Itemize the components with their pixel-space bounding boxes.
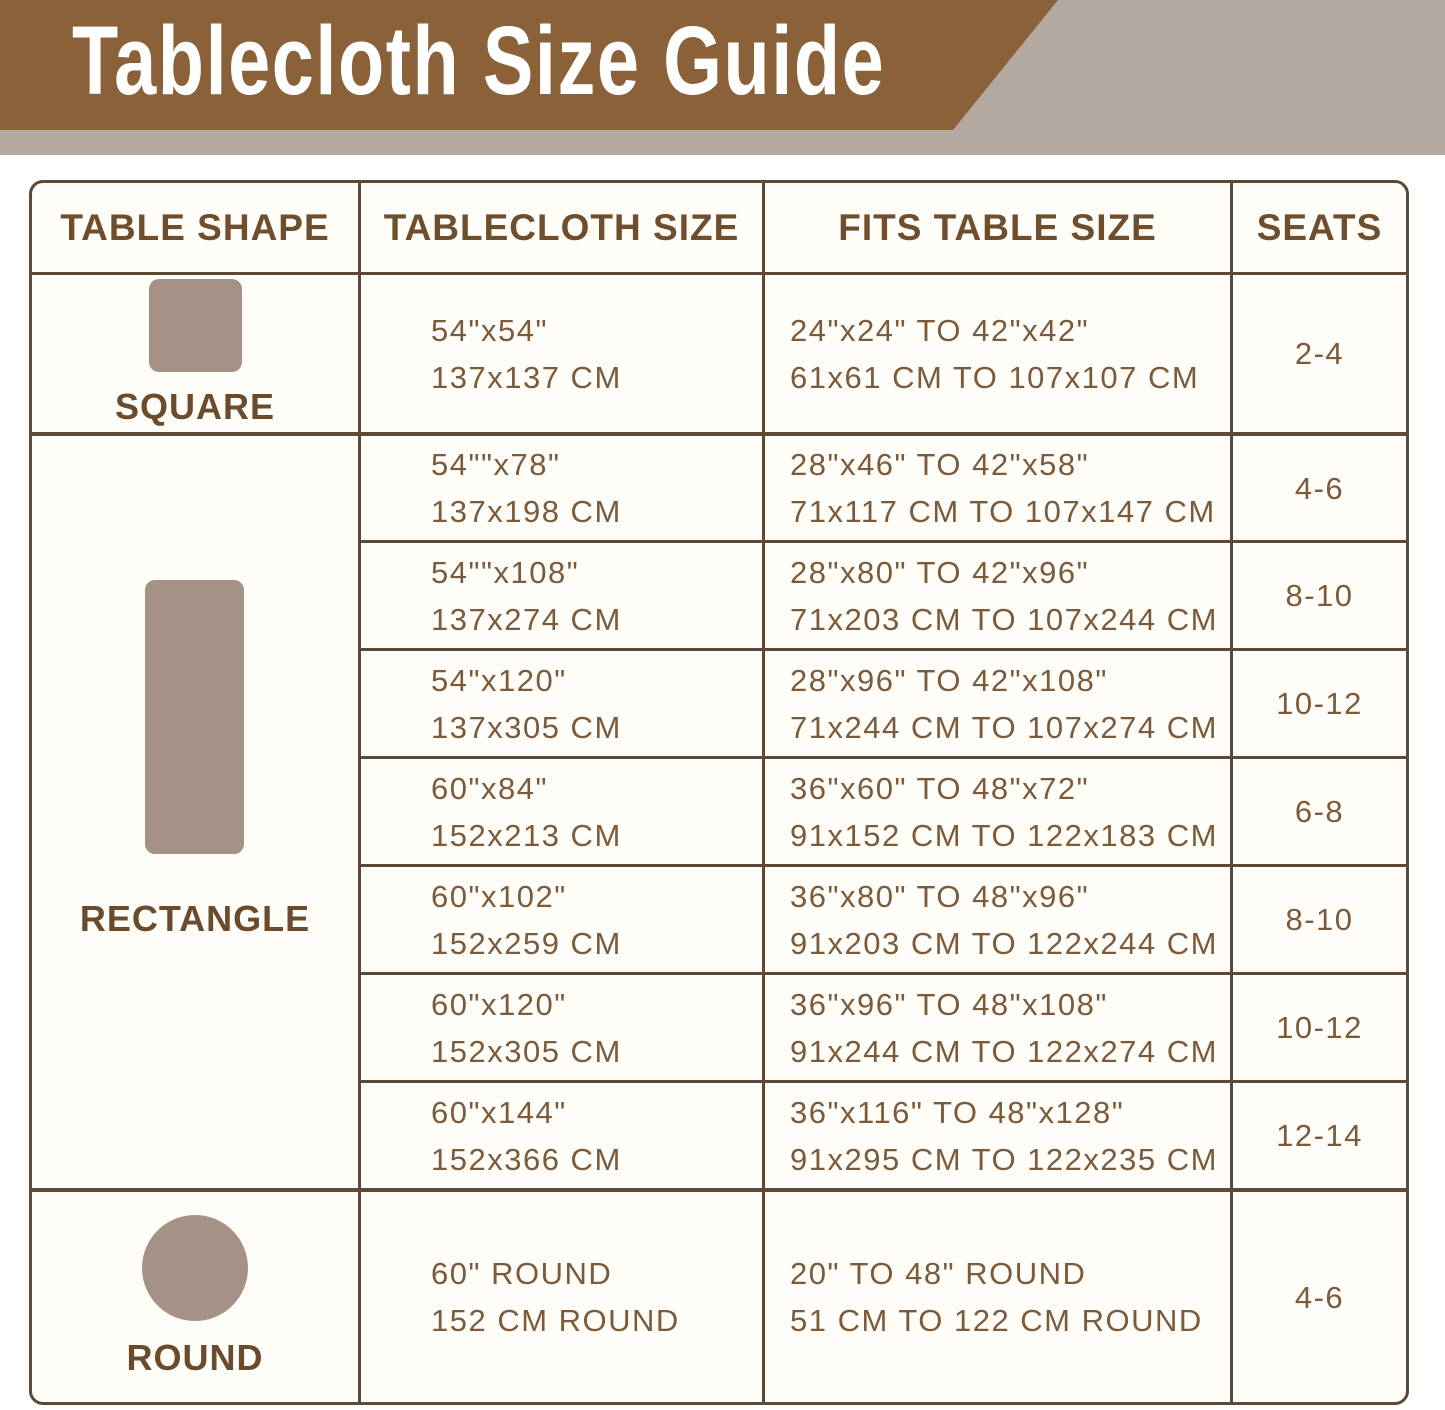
table-cell-fits	[762, 432, 1230, 540]
fits-cm: 61x61 CM TO 107x107 CM	[790, 359, 1200, 395]
size-cm: 137x137 CM	[431, 359, 622, 395]
table-cell-seats	[1230, 540, 1406, 648]
size-guide-table	[29, 180, 1409, 1405]
table-cell-size	[358, 272, 762, 432]
table-cell-size	[358, 864, 762, 972]
column-header-table-shape: TABLE SHAPE	[60, 206, 330, 248]
table-cell-fits	[762, 648, 1230, 756]
table-cell-fits	[762, 1080, 1230, 1188]
circle-shape-icon	[142, 1215, 248, 1321]
size-inches: 60"x120"	[431, 986, 567, 1022]
fits-cm: 91x295 CM TO 122x235 CM	[790, 1141, 1218, 1177]
fits-cm: 71x203 CM TO 107x244 CM	[790, 601, 1218, 637]
table-cell-size	[358, 972, 762, 1080]
fits-inches: 20" TO 48" ROUND	[790, 1256, 1087, 1291]
table-cell-size	[358, 648, 762, 756]
seats-value: 10-12	[1276, 686, 1363, 721]
column-header-tablecloth-size: TABLECLOTH SIZE	[358, 183, 762, 272]
seats-value: 8-10	[1285, 578, 1354, 613]
size-inches: 54""x108"	[431, 554, 580, 590]
size-cm: 137x198 CM	[431, 494, 622, 529]
size-cm: 137x305 CM	[431, 709, 622, 745]
shape-label-round: ROUND	[126, 1337, 264, 1378]
size-inches: 54"x54"	[431, 312, 548, 348]
fits-inches: 28"x96" TO 42"x108"	[790, 662, 1108, 698]
table-cell-size	[358, 1080, 762, 1188]
fits-cm: 91x203 CM TO 122x244 CM	[790, 925, 1218, 961]
size-inches: 60" ROUND	[431, 1256, 613, 1291]
table-cell-size	[358, 1188, 762, 1402]
size-inches: 60"x84"	[431, 770, 548, 806]
table-cell-seats	[1230, 972, 1406, 1080]
column-header-seats: SEATS	[1230, 183, 1406, 272]
table-cell-seats	[1230, 432, 1406, 540]
seats-value: 10-12	[1276, 1010, 1363, 1045]
size-inches: 60"x102"	[431, 878, 567, 914]
square-shape-icon	[149, 279, 242, 372]
table-cell-seats	[1230, 756, 1406, 864]
table-cell-size	[358, 756, 762, 864]
seats-value: 8-10	[1285, 902, 1354, 937]
table-cell-size	[358, 432, 762, 540]
table-cell-fits	[762, 972, 1230, 1080]
fits-inches: 36"x116" TO 48"x128"	[790, 1094, 1125, 1130]
fits-inches: 28"x46" TO 42"x58"	[790, 447, 1090, 482]
seats-value: 12-14	[1276, 1118, 1363, 1153]
seats-value: 4-6	[1294, 1279, 1345, 1315]
column-header-fits-table-size: FITS TABLE SIZE	[762, 183, 1230, 272]
fits-cm: 51 CM TO 122 CM ROUND	[790, 1303, 1203, 1338]
seats-value: 2-4	[1294, 336, 1345, 371]
rectangle-shape-group	[80, 580, 310, 940]
size-cm: 152x305 CM	[431, 1033, 622, 1069]
fits-inches: 36"x80" TO 48"x96"	[790, 878, 1090, 914]
fits-cm: 71x244 CM TO 107x274 CM	[790, 709, 1218, 745]
fits-inches: 28"x80" TO 42"x96"	[790, 554, 1090, 590]
fits-inches: 24"x24" TO 42"x42"	[790, 312, 1090, 348]
table-cell-seats	[1230, 648, 1406, 756]
size-cm: 152x213 CM	[431, 817, 622, 853]
size-inches: 54"x120"	[431, 662, 567, 698]
size-cm: 152 CM ROUND	[431, 1303, 680, 1338]
size-cm: 152x259 CM	[431, 925, 622, 961]
size-inches: 60"x144"	[431, 1094, 567, 1130]
table-cell-size	[358, 540, 762, 648]
page-title: Tablecloth Size Guide	[72, 6, 886, 115]
fits-cm: 91x244 CM TO 122x274 CM	[790, 1033, 1218, 1069]
shape-label-square: SQUARE	[114, 386, 276, 427]
table-cell-fits	[762, 756, 1230, 864]
seats-value: 4-6	[1294, 470, 1345, 506]
shape-cell-rectangle	[32, 432, 358, 1188]
table-cell-seats	[1230, 272, 1406, 432]
rectangle-shape-icon	[145, 580, 244, 854]
shape-cell-square	[32, 272, 358, 432]
table-cell-seats	[1230, 864, 1406, 972]
shape-label-rectangle: RECTANGLE	[79, 898, 311, 939]
table-cell-seats	[1230, 1188, 1406, 1402]
size-cm: 137x274 CM	[431, 601, 622, 637]
fits-inches: 36"x96" TO 48"x108"	[790, 986, 1108, 1022]
size-cm: 152x366 CM	[431, 1141, 622, 1177]
table-cell-seats	[1230, 1080, 1406, 1188]
table-cell-fits	[762, 1188, 1230, 1402]
table-cell-fits	[762, 864, 1230, 972]
fits-cm: 91x152 CM TO 122x183 CM	[790, 817, 1218, 853]
shape-cell-round	[32, 1188, 358, 1402]
table-cell-fits	[762, 272, 1230, 432]
size-inches: 54""x78"	[431, 447, 561, 482]
table-cell-fits	[762, 540, 1230, 648]
fits-inches: 36"x60" TO 48"x72"	[790, 770, 1090, 806]
fits-cm: 71x117 CM TO 107x147 CM	[790, 494, 1216, 529]
seats-value: 6-8	[1294, 794, 1345, 829]
